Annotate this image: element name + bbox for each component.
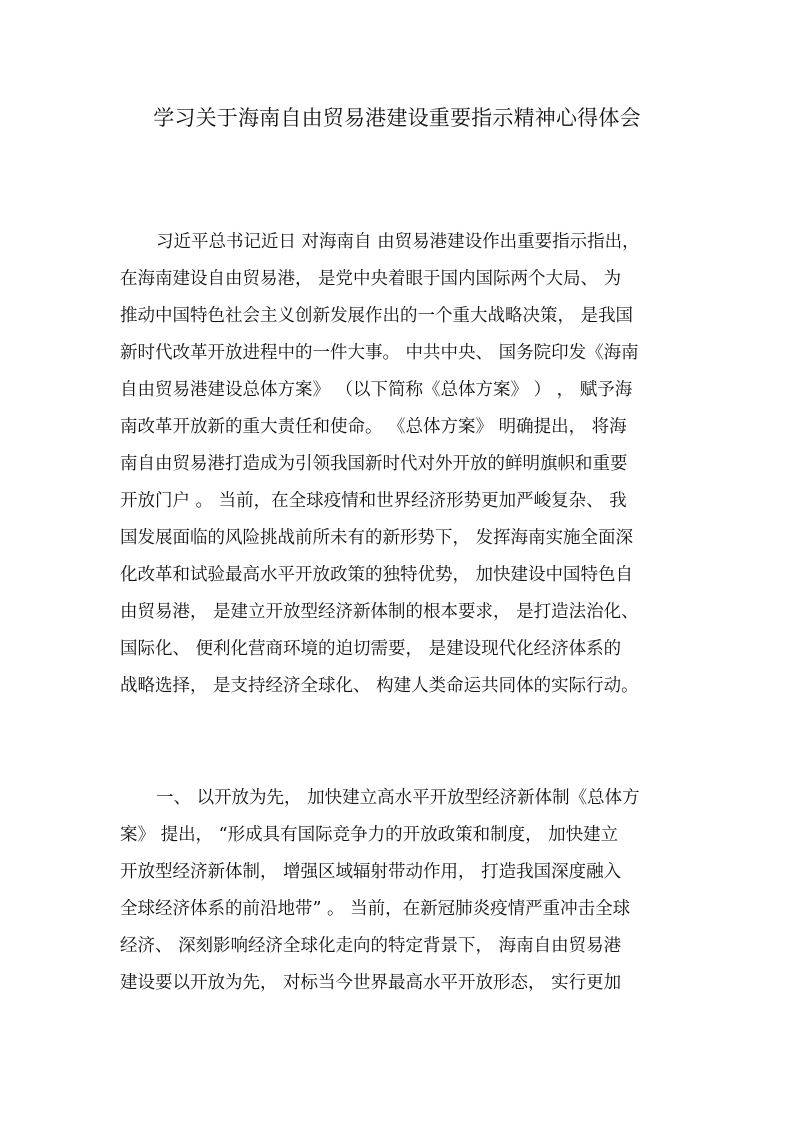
paragraph-line: 建设要以开放为先， 对标当今世界最高水平开放形态， 实行更加: [120, 973, 622, 993]
paragraph-2: [120, 780, 690, 1002]
paragraph-line: 化改革和试验最高水平开放政策的独特优势， 加快建设中国特色自: [120, 565, 634, 585]
paragraph-line: 全球经济体系的前沿地带” 。 当前，在新冠肺炎疫情严重冲击全球: [120, 899, 631, 919]
paragraph-line: 开放型经济新体制， 增强区域辐射带动作用， 打造我国深度融入: [120, 862, 622, 882]
paragraph-line: 经济、 深刻影响经济全球化走向的特定背景下， 海南自由贸易港: [120, 936, 622, 956]
paragraph-line: 在海南建设自由贸易港， 是党中央着眼于国内国际两个大局、 为: [120, 269, 622, 289]
paragraph-line: 案》 提出， “形成具有国际竞争力的开放政策和制度， 加快建立: [120, 825, 619, 845]
paragraph-line: 习近平总书记近日 对海南自 由贸易港建设作出重要指示指出，: [156, 232, 640, 252]
paragraph-line: 由贸易港， 是建立开放型经济新体制的根本要求， 是打造法治化、: [120, 602, 639, 622]
paragraph-line: 南自由贸易港打造成为引领我国新时代对外开放的鲜明旗帜和重要: [120, 454, 628, 474]
paragraph-line: 自由贸易港建设总体方案》 （以下简称《总体方案》 ） ， 赋予海: [120, 380, 633, 400]
document-title: 学习关于海南自由贸易港建设重要指示精神心得体会: [153, 106, 641, 130]
paragraph-line: 开放门户 。 当前，在全球疫情和世界经济形势更加严峻复杂、 我: [120, 491, 627, 511]
paragraph-line: 战略选择， 是支持经济全球化、 构建人类命运共同体的实际行动。: [120, 676, 639, 696]
paragraph-line: 一、 以开放为先， 加快建立高水平开放型经济新体制《总体方: [156, 788, 640, 808]
paragraph-1: [120, 224, 690, 705]
paragraph-line: 推动中国特色社会主义创新发展作出的一个重大战略决策， 是我国: [120, 306, 634, 326]
paragraph-line: 国发展面临的风险挑战前所未有的新形势下， 发挥海南实施全面深: [120, 528, 634, 548]
paragraph-line: 国际化、 便利化营商环境的迫切需要， 是建设现代化经济体系的: [120, 639, 622, 659]
paragraph-line: 新时代改革开放进程中的一件大事。 中共中央、 国务院印发《海南: [120, 343, 639, 363]
paragraph-line: 南改革开放新的重大责任和使命。 《总体方案》 明确提出， 将海: [120, 417, 627, 437]
